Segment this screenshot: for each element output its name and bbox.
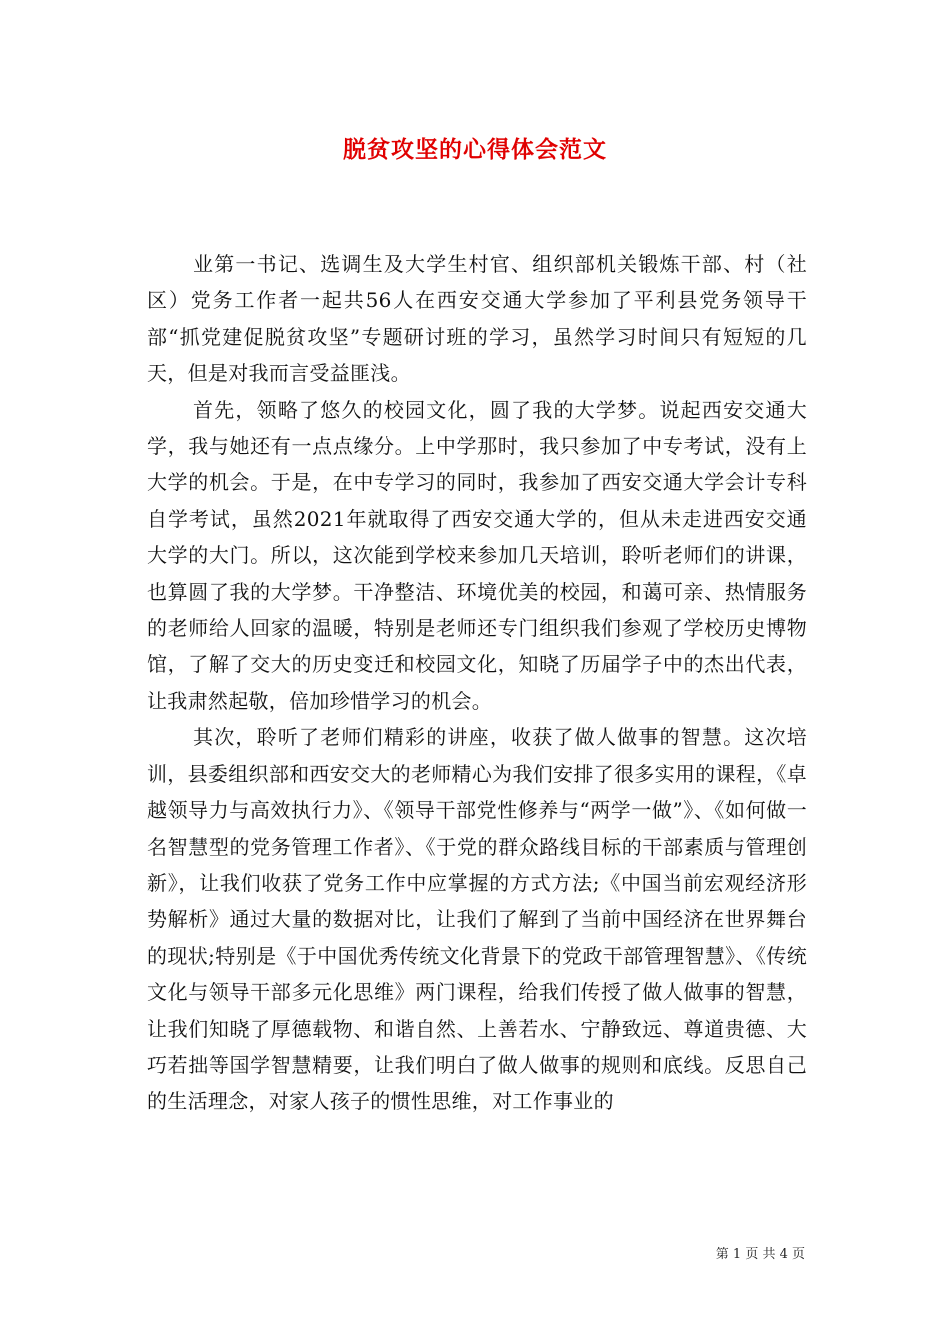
document-title: 脱贫攻坚的心得体会范文 bbox=[343, 136, 607, 163]
paragraph-1: 业第一书记、选调生及大学生村官、组织部机关锻炼干部、村（社区）党务工作者一起共56人在西安交通大学参加了平利县党务领导干部“抓党建促脱贫攻坚”专题研讨班的学习，虽然学习时间只有短短的几天，但是对我而言受益匪浅。 bbox=[147, 252, 807, 386]
paragraph-3: 其次，聆听了老师们精彩的讲座，收获了做人做事的智慧。这次培训，县委组织部和西安交大的老师精心为我们安排了很多实用的课程，《卓越领导力与高效执行力》、《领导干部党性修养与“两学一做”》、《如何做一名智慧型的党务管理工作者》、《于党的群众路线目标的干部素质与管理创新》，让我们收获了党务工作中应掌握的方式方法;《中国当前宏观经济形势解析》通过大量的数据对比，让我们了解到了当前中国经济在世界舞台的现状;特别是《于中国优秀传统文化背景下的党政干部管理智慧》、《传统文化与领导干部多元化思维》两门课程，给我们传授了做人做事的智慧，让我们知晓了厚德载物、和谐自然、上善若水、宁静致远、尊道贵德、大巧若拙等国学智慧精要，让我们明白了做人做事的规则和底线。反思自己的生活理念，对家人孩子的惯性思维，对工作事业的 bbox=[147, 725, 807, 1114]
page-number-footer: 第 1 页 共 4 页 bbox=[715, 1247, 805, 1262]
document-body bbox=[147, 246, 807, 1120]
paragraph-2: 首先，领略了悠久的校园文化，圆了我的大学梦。说起西安交通大学，我与她还有一点点缘分。上中学那时，我只参加了中专考试，没有上大学的机会。于是，在中专学习的同时，我参加了西安交通大学会计专科自学考试，虽然2021年就取得了西安交通大学的，但从未走进西安交通大学的大门。所以，这次能到学校来参加几天培训，聆听老师们的讲课，也算圆了我的大学梦。干净整洁、环境优美的校园，和蔼可亲、热情服务的老师给人回家的温暖，特别是老师还专门组织我们参观了学校历史博物馆，了解了交大的历史变迁和校园文化，知晓了历届学子中的杰出代表，让我肃然起敬，倍加珍惜学习的机会。 bbox=[147, 397, 807, 713]
